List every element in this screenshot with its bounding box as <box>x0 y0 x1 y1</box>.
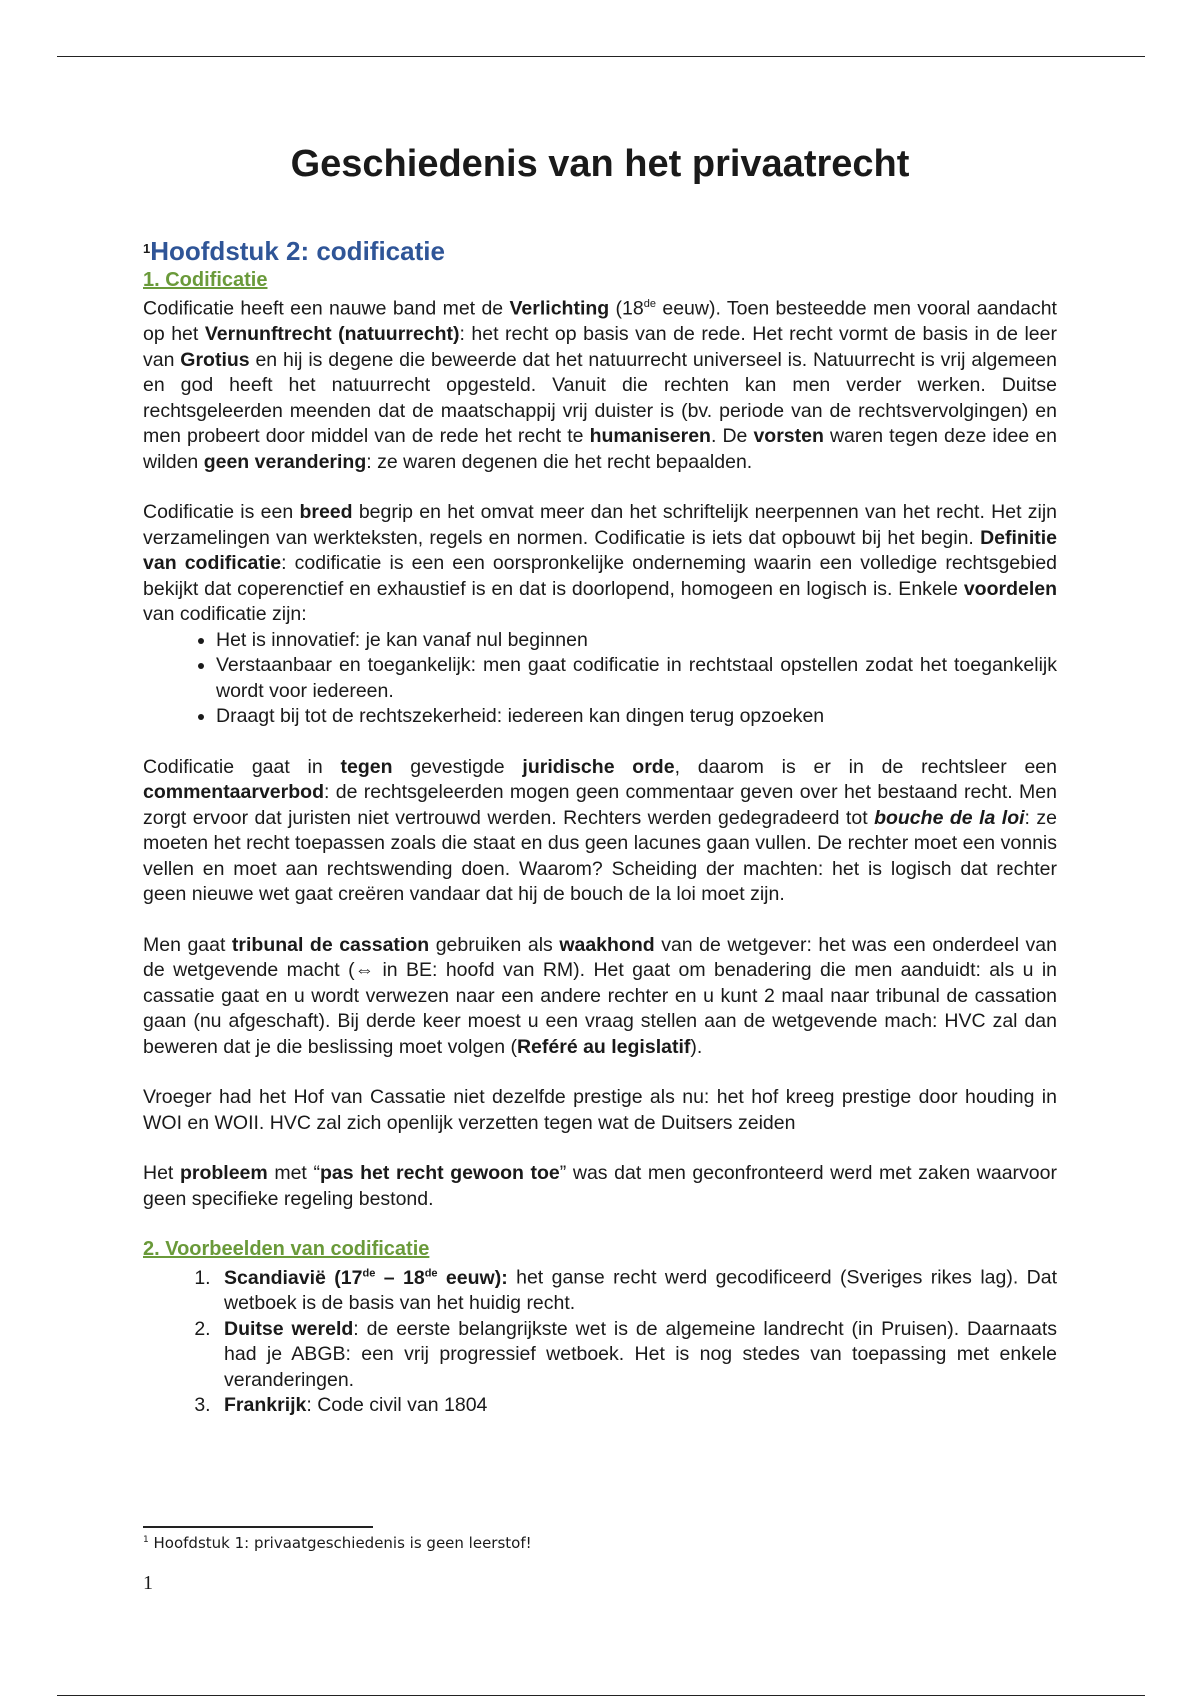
list-item: • Draagt bij tot de rechtszekerheid: iedereen kan dingen terug opzoeken <box>216 704 1057 730</box>
advantages-list <box>143 628 1057 730</box>
list-item: • Het is innovatief: je kan vanaf nul beginnen <box>216 628 1057 654</box>
chapter-heading <box>143 234 1057 268</box>
paragraph-1: Codificatie heeft een nauwe band met de Verlichting (18de eeuw). Toen besteedde men vooral aandacht op het Vernunftrecht (natuurrecht): het recht op basis van de rede. Het recht vormt de basis in de leer van Grotius en hij is degene die beweerde dat het natuurrecht universeel is. Natuurrecht is vrij algemeen en god heeft het natuurrecht opgesteld. Vanuit die rechten kan men verder werken. Duitse rechtsgeleerden meenden dat de maatschappij vrij duister is (bv. periode van de rechtsvervolgingen) en men probeert door middel van de rede het recht te humaniseren. De vorsten waren tegen deze idee en wilden geen verandering: ze waren degenen die het recht bepaalden. <box>143 297 1057 473</box>
footnote: $^1$ Hoofdstuk 1: privaatgeschiedenis is geen leerstof! <box>143 1534 532 1552</box>
footer-rule <box>57 1695 1145 1696</box>
document-title: Geschiedenis van het privaatrecht <box>290 143 910 185</box>
paragraph-3: Codificatie gaat in tegen gevestigde juridische orde, daarom is er in de rechtsleer een commentaarverbod: de rechtsgeleerden mogen geen commentaar geven over het bestaand recht. Men zorgt ervoor dat juristen niet vertrouwd werden. Rechters werden gedegradeerd tot bouche de la loi: ze moeten het recht toepassen zoals die staat en dus geen lacunes gaan vullen. De rechter moet een vonnis vellen en moet aan rechtswending doen. Waarom? Scheiding der machten: het is logisch dat rechter geen nieuwe wet gaat creëren vandaar dat hij de bouch de la loi moet zijn. <box>143 755 1058 905</box>
page-content <box>143 234 1057 1419</box>
footnote-ref[interactable]: 1 <box>143 241 151 256</box>
section-heading-codificatie: 1. Codificatie <box>143 269 268 291</box>
paragraph-5: Vroeger had het Hof van Cassatie niet dezelfde prestige als nu: het hof kreeg prestige door houding in WOI en WOII. HVC zal zich openlijk verzetten tegen wat de Duitsers zeiden <box>143 1086 1057 1134</box>
section-heading-voorbeelden: 2. Voorbeelden van codificatie <box>143 1238 430 1260</box>
paragraph-4: Men gaat tribunal de cassation gebruiken als waakhond van de wetgever: het was een onderdeel van de wetgevende macht (⇔ in BE: hoofd van RM). Het gaat om benadering die men aanduidt: als u in cassatie gaat en u wordt verwezen naar een andere rechter en u kunt 2 maal naar tribunal de cassation gaan (nu afgeschaft). Bij derde keer moest u een vraag stellen aan de wetgevende mach: HVC zal dan beweren dat je die beslissing moet volgen (Reféré au legislatif). <box>143 933 1057 1058</box>
list-item: 1. Scandiavië (17de – 18de eeuw): het ganse recht werd gecodificeerd (Sveriges rikes lag). Dat wetboek is de basis van het huidig recht. <box>216 1261 1057 1317</box>
paragraph-6: Het probleem met “pas het recht gewoon toe” was dat men geconfronteerd werd met zaken waarvoor geen specifieke regeling bestond. <box>143 1162 1057 1210</box>
examples-list <box>143 1261 1057 1419</box>
header-rule <box>57 56 1145 57</box>
list-item: 3. Frankrijk: Code civil van 1804 <box>216 1393 1057 1419</box>
paragraph-2: Codificatie is een breed begrip en het omvat meer dan het schriftelijk neerpennen van het recht. Het zijn verzamelingen van werkteksten, regels en normen. Codificatie is iets dat opbouwt bij het begin. Definitie van codificatie: codificatie is een een oorspronkelijke onderneming waarin een volledige rechtsgebied bekijkt dat coperenctief en exhaustief is en dat is doorlopend, homogeen en logisch is. Enkele voordelen van codificatie zijn: <box>143 501 1058 625</box>
footnote-separator <box>143 1526 373 1528</box>
list-item: 2. Duitse wereld: de eerste belangrijkste wet is de algemeine landrecht (in Pruisen). Daarnaats had je ABGB: een vrij progressief wetboek. Het is nog stedes van toepassing met enkele veranderingen. <box>216 1317 1057 1394</box>
page-number: 1 <box>143 1572 153 1594</box>
list-item: • Verstaanbaar en toegankelijk: men gaat codificatie in rechtstaal opstellen zodat het toegankelijk wordt voor iedereen. <box>216 653 1057 704</box>
chapter-title: Hoofdstuk 2: codificatie <box>150 236 445 266</box>
